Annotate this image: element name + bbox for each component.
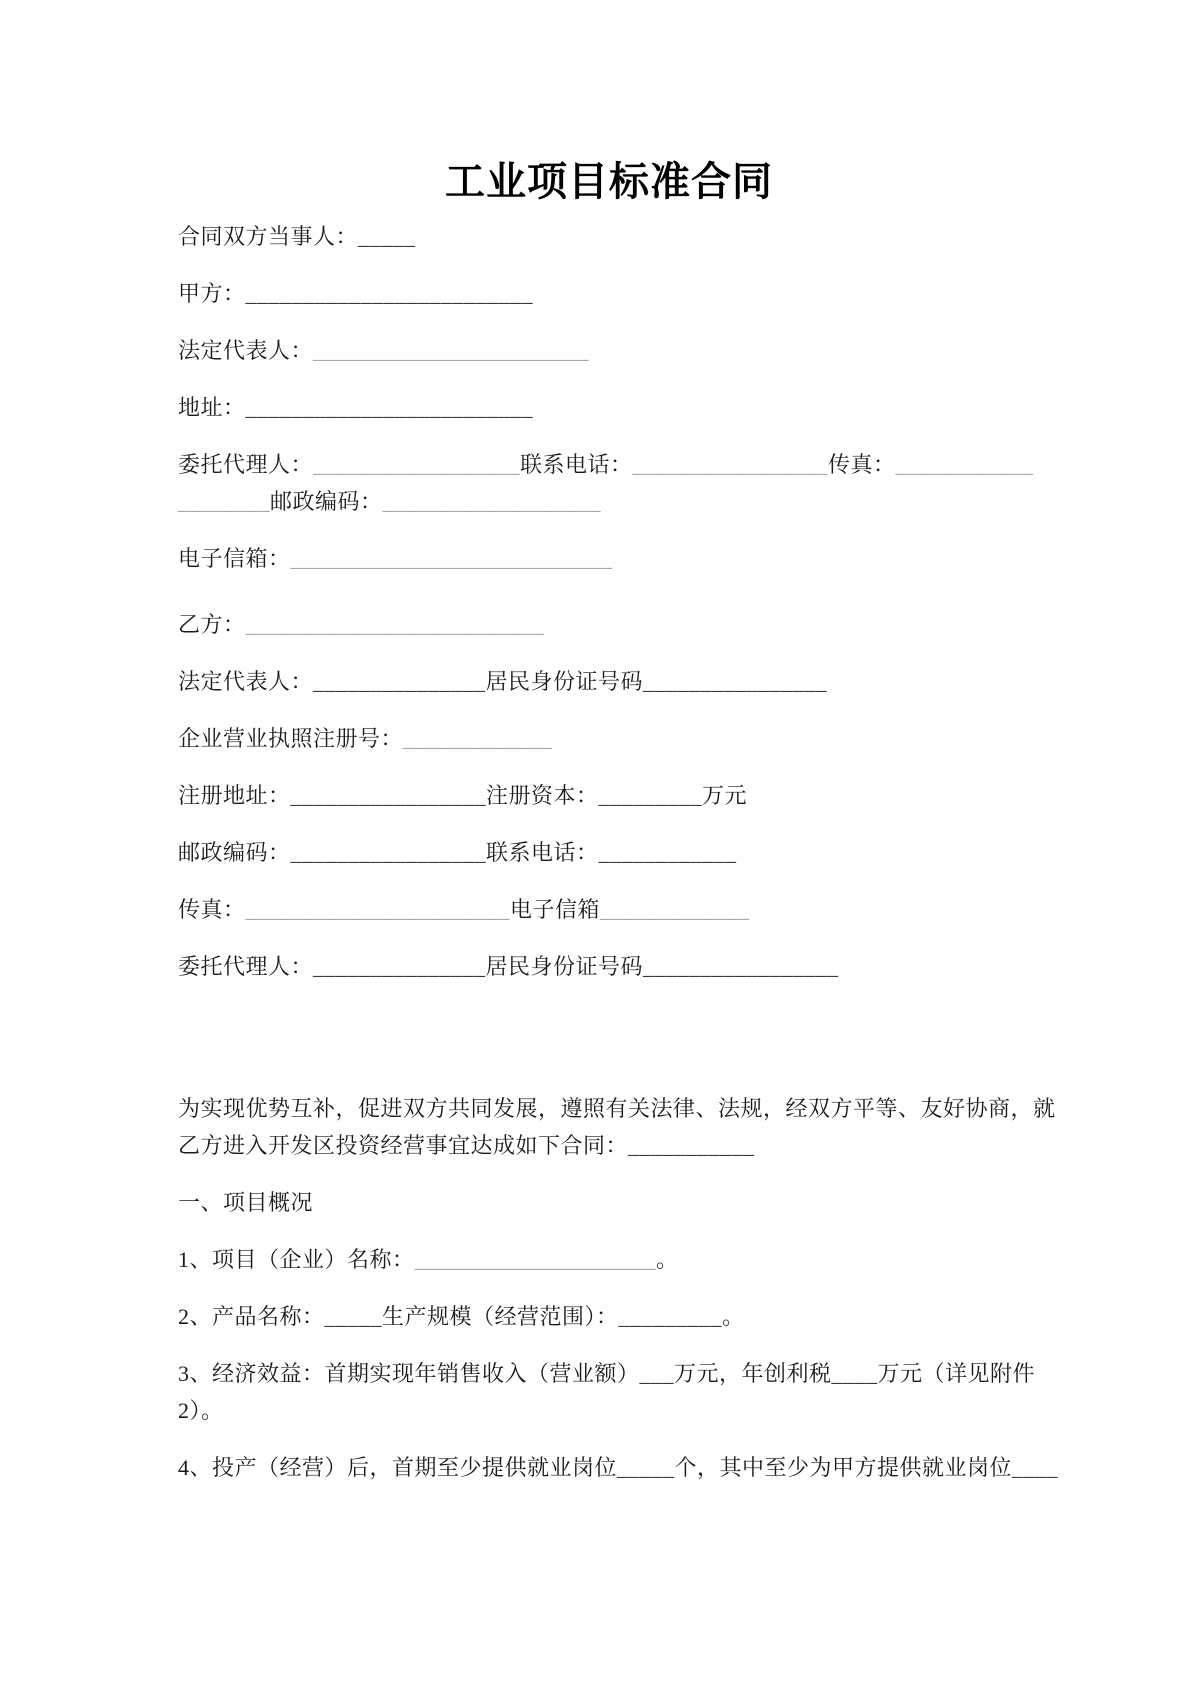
line-text: 。: [656, 1247, 679, 1272]
line-text: 个，其中至少为甲方提供就业岗位: [674, 1455, 1013, 1480]
blank-field[interactable]: _______________________: [245, 897, 511, 922]
blank-field[interactable]: ____________: [598, 840, 737, 865]
blank-field[interactable]: _______________: [313, 954, 486, 979]
blank-field[interactable]: _____: [324, 1304, 383, 1329]
line-text: 生产规模（经营范围）：: [382, 1304, 619, 1329]
blank-field[interactable]: _________________: [290, 783, 487, 808]
line-text: 万元（详见附件: [877, 1361, 1036, 1386]
blank-field[interactable]: __________________________: [245, 612, 545, 637]
line-text: 4、投产（经营）后，首期至少提供就业岗位: [178, 1455, 618, 1480]
line-text: 地址：: [178, 395, 246, 420]
contract-line: [178, 777, 1040, 814]
line-text: 2）。: [178, 1398, 224, 1423]
contract-line: [178, 891, 1040, 928]
contract-line: [178, 1449, 1059, 1486]
blank-field[interactable]: _____: [617, 1455, 675, 1480]
contract-line: [178, 1241, 1040, 1278]
line-text: 联系电话：: [486, 840, 599, 865]
contract-line: [178, 1298, 1040, 1335]
blank-field[interactable]: ________________: [643, 669, 828, 694]
blank-field[interactable]: _________________: [643, 954, 839, 979]
line-text: 合同双方当事人：: [178, 224, 359, 249]
contract-line: [178, 389, 1040, 426]
line-text: 法定代表人：: [178, 338, 314, 363]
contract-line: [178, 834, 1040, 871]
contract-line: [178, 218, 1040, 255]
blank-field[interactable]: ____: [1012, 1455, 1059, 1480]
line-text: 。: [722, 1304, 745, 1329]
contract-line: [178, 948, 1040, 985]
line-text: 电子信箱: [510, 897, 601, 922]
line-text: 乙方：: [178, 612, 246, 637]
line-text: 居民身份证号码: [485, 669, 644, 694]
blank-field[interactable]: _________: [618, 1304, 723, 1329]
line-text: 传真：: [828, 452, 896, 477]
line-text: 万元: [702, 783, 748, 808]
contract-line: [178, 332, 1040, 369]
line-text: 注册地址：: [178, 783, 291, 808]
line-text: 注册资本：: [486, 783, 599, 808]
line-text: 法定代表人：: [178, 669, 314, 694]
blank-field[interactable]: _______________: [313, 669, 486, 694]
blank-field[interactable]: ____________________________: [290, 546, 613, 571]
line-text: 2、产品名称：: [178, 1304, 325, 1329]
line-text: 1、项目（企业）名称：: [178, 1247, 415, 1272]
contract-line: [178, 606, 1040, 643]
blank-field[interactable]: ____________: [895, 452, 1034, 477]
blank-field[interactable]: _________________________: [245, 395, 534, 420]
blank-field[interactable]: _____________: [600, 897, 750, 922]
blank-field[interactable]: ___________: [628, 1133, 755, 1158]
blank-field[interactable]: __________________: [313, 452, 521, 477]
blank-field[interactable]: _____________: [403, 726, 553, 751]
contract-line: [178, 720, 1040, 757]
blank-field[interactable]: _________________: [632, 452, 829, 477]
blank-field[interactable]: _____: [358, 224, 416, 249]
contract-body: [178, 218, 1059, 1486]
contract-line: [178, 1127, 1040, 1164]
contract-line: [178, 483, 1040, 520]
blank-field[interactable]: _____________________: [414, 1247, 657, 1272]
contract-line: [178, 540, 1040, 577]
line-text: 联系电话：: [520, 452, 633, 477]
contract-line: [178, 1090, 1056, 1127]
contract-line: [178, 1184, 1040, 1221]
line-text: 万元，年创利税: [674, 1361, 832, 1386]
line-text: 3、经济效益：首期实现年销售收入（营业额）: [178, 1361, 640, 1386]
contract-line: [178, 275, 1040, 312]
line-text: 委托代理人：: [178, 452, 314, 477]
contract-line: [178, 446, 1040, 483]
blank-field[interactable]: _________________: [290, 840, 487, 865]
blank-field[interactable]: ____: [831, 1361, 878, 1386]
contract-line: [178, 1355, 1040, 1392]
line-text: 企业营业执照注册号：: [178, 726, 404, 751]
line-text: 甲方：: [178, 281, 246, 306]
line-text: 传真：: [178, 897, 246, 922]
line-text: 邮政编码：: [178, 840, 291, 865]
line-text: 居民身份证号码: [485, 954, 644, 979]
blank-field[interactable]: ________________________: [313, 338, 590, 363]
blank-field[interactable]: _________: [598, 783, 703, 808]
line-text: 邮政编码：: [270, 489, 383, 514]
contract-line: [178, 1392, 1040, 1429]
line-text: 乙方进入开发区投资经营事宜达成如下合同：: [178, 1133, 629, 1158]
blank-field[interactable]: ___________________: [382, 489, 602, 514]
blank-field[interactable]: ___: [639, 1361, 675, 1386]
line-text: 委托代理人：: [178, 954, 314, 979]
blank-field[interactable]: ________: [178, 489, 270, 514]
line-text: 电子信箱：: [178, 546, 291, 571]
line-text: 一、项目概况: [178, 1190, 314, 1215]
contract-title: 工业项目标准合同: [445, 159, 773, 204]
blank-field[interactable]: _________________________: [245, 281, 534, 306]
contract-line: [178, 663, 1040, 700]
line-text: 为实现优势互补，促进双方共同发展，遵照有关法律、法规，经双方平等、友好协商，就: [178, 1096, 1056, 1121]
